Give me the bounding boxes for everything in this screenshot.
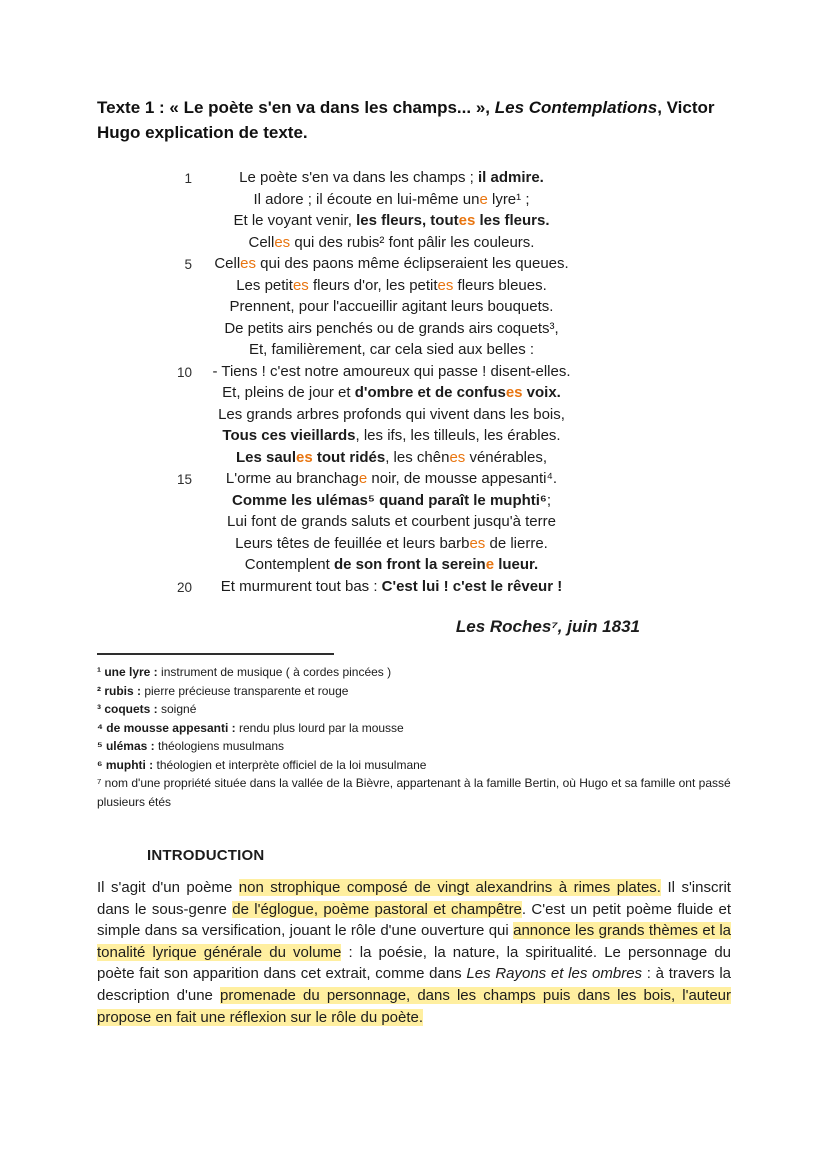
poem-line xyxy=(97,447,686,469)
text-segment: voix. xyxy=(522,384,561,401)
text-segment: es xyxy=(458,212,476,229)
text-segment: Leurs têtes de feuillée et leurs barb xyxy=(235,534,470,552)
introduction-heading: INTRODUCTION xyxy=(147,847,265,864)
footnote xyxy=(97,663,731,682)
text-segment: Lui font de grands saluts et courbent jusqu'à terre xyxy=(227,513,556,530)
text-segment: lueur. xyxy=(494,556,539,573)
text-segment: instrument de musique ( à cordes pincées ) xyxy=(157,665,392,679)
text-segment: C'est lui ! c'est le rêveur ! xyxy=(381,577,563,595)
text-segment: qui des paons même éclipseraient les queues. xyxy=(256,255,569,272)
poem-line xyxy=(97,210,686,232)
poem-line xyxy=(97,404,686,426)
poem-line xyxy=(97,468,686,490)
poem-line xyxy=(97,576,686,598)
footnote xyxy=(97,737,731,756)
poem-line-text xyxy=(230,298,554,315)
text-segment: Et, familièrement, car cela sied aux belles : xyxy=(248,341,535,358)
text-segment: pierre précieuse transparente et rouge xyxy=(141,683,349,698)
poem-line xyxy=(97,253,686,275)
text-segment: de l'églogue, poème pastoral et champêtre xyxy=(232,900,522,918)
text-segment: de son front la serein xyxy=(333,556,486,573)
poem-line-text xyxy=(249,234,535,251)
poem-line xyxy=(97,232,686,254)
poem-line-text xyxy=(212,363,570,380)
text-segment: Tous ces vieillards xyxy=(222,427,356,444)
poem-line-text xyxy=(245,556,538,573)
introduction-paragraph xyxy=(97,877,731,1028)
text-segment: promenade du personnage, dans les champs puis dans les bois, l'auteur propose en fait une réflexion sur le rôle du poète. xyxy=(97,986,731,1026)
poem-line-text xyxy=(226,470,557,487)
text-segment: ⁵ ulémas : xyxy=(97,739,155,753)
poem-line xyxy=(97,361,686,383)
poem-line-text xyxy=(235,535,548,552)
poem-line-text xyxy=(224,320,558,337)
poem-line xyxy=(97,189,686,211)
text-segment: il admire. xyxy=(477,169,544,186)
text-segment: Cell xyxy=(248,233,275,251)
footnote xyxy=(97,774,731,811)
poem-line-text xyxy=(222,384,561,401)
text-segment: d'ombre et de confus xyxy=(354,384,506,401)
text-segment: es xyxy=(437,276,454,294)
poem-line-text xyxy=(234,212,550,229)
text-segment: Le poète s'en va dans les champs ; xyxy=(239,169,478,186)
text-segment: , les chên xyxy=(385,448,450,466)
text-segment: ¹ une lyre : xyxy=(97,665,158,679)
text-segment: L'orme au branchag xyxy=(225,470,359,487)
poem-line xyxy=(97,339,686,361)
text-segment: Les saul xyxy=(235,448,297,466)
text-segment: lyre¹ ; xyxy=(487,190,530,208)
text-segment: Il s'inscrit dans le sous-genre xyxy=(97,879,731,918)
text-segment: vénérables, xyxy=(465,448,547,466)
text-segment: ; xyxy=(546,491,552,509)
text-segment: ³ coquets : xyxy=(97,702,158,716)
text-segment: ⁶ muphti : xyxy=(97,757,154,772)
text-segment: théologiens musulmans xyxy=(154,739,285,753)
poem-line xyxy=(97,275,686,297)
text-segment: Les Rayons et les ombres xyxy=(466,965,643,983)
text-segment: noir, de mousse appesanti⁴. xyxy=(367,470,558,487)
text-segment: e xyxy=(479,190,488,208)
text-segment: Il s'agit d'un poème xyxy=(97,879,239,896)
text-segment: Il adore ; il écoute en lui-même un xyxy=(253,190,480,208)
text-segment: annonce les grands thèmes et la tonalité lyrique générale du volume xyxy=(97,922,731,961)
line-number: 1 xyxy=(184,171,192,186)
text-segment: Les Contemplations xyxy=(494,98,658,117)
poem-line-text xyxy=(221,578,562,595)
text-segment: Les Roches⁷, juin 1831 xyxy=(455,617,640,636)
text-segment: tout ridés xyxy=(312,448,386,466)
poem-line xyxy=(97,533,686,555)
poem-line-text xyxy=(236,449,547,466)
text-segment: es xyxy=(469,534,486,552)
text-segment: Texte 1 : « Le poète s'en va dans les champs... », xyxy=(97,98,495,117)
text-segment: : la poésie, la nature, la spiritualité. Le personnage du poète fait son apparition dans cet extrait, comme dans xyxy=(97,943,732,983)
poem-line xyxy=(97,382,686,404)
text-segment: soigné xyxy=(157,702,197,716)
text-segment: e xyxy=(358,470,368,487)
text-segment: es xyxy=(240,255,256,272)
poem-line-text xyxy=(254,191,530,208)
footnote xyxy=(97,682,731,701)
poem-line-text xyxy=(232,492,551,509)
footnote xyxy=(97,700,731,719)
poem-line xyxy=(97,167,686,189)
poem-line xyxy=(97,425,686,447)
text-segment: es xyxy=(449,448,466,466)
text-segment: es xyxy=(505,384,523,401)
text-segment: ⁴ de mousse appesanti : xyxy=(97,720,236,735)
text-segment: théologien et interprète officiel de la loi musulmane xyxy=(153,757,427,772)
text-segment: Et murmurent tout bas : xyxy=(220,577,382,595)
document-title xyxy=(97,95,731,145)
text-segment: de lierre. xyxy=(485,534,548,552)
poem-line-text xyxy=(214,255,568,272)
text-segment: ² rubis : xyxy=(97,683,141,698)
text-segment: Comme les ulémas⁵ quand paraît le muphti⁶ xyxy=(231,491,547,509)
poem-line-text xyxy=(239,169,544,186)
text-segment: les fleurs, tout xyxy=(356,212,459,229)
text-segment: Contemplent xyxy=(244,556,334,573)
text-segment: . C'est un petit poème fluide et simple dans sa versification, jouant le rôle d'une ouverture qui xyxy=(97,900,731,940)
footnote xyxy=(97,719,731,738)
footnote xyxy=(97,756,731,775)
poem-line xyxy=(97,554,686,576)
poem-line-text xyxy=(227,513,556,530)
line-number: 10 xyxy=(176,364,192,380)
text-segment: es xyxy=(296,448,313,466)
poem-line-text xyxy=(218,406,565,423)
text-segment: Et, pleins de jour et xyxy=(222,384,355,401)
poem-line-text xyxy=(236,277,547,294)
text-segment: les fleurs. xyxy=(475,212,550,229)
poem xyxy=(97,167,731,597)
text-segment: Les grands arbres profonds qui vivent dans les bois, xyxy=(218,405,565,423)
text-segment: ⁷ nom d'une propriété située dans la vallée de la Bièvre, appartenant à la famille Bertin, où Hugo et sa famille ont passé plusieurs étés xyxy=(97,776,731,809)
text-segment: , Victor Hugo explication de texte. xyxy=(97,98,715,142)
text-segment: , les ifs, les tilleuls, les érables. xyxy=(355,427,561,444)
text-segment: qui des rubis² font pâlir les couleurs. xyxy=(290,233,535,251)
footnotes xyxy=(97,655,731,811)
text-segment: es xyxy=(274,233,291,251)
text-segment: Prennent, pour l'accueillir agitant leurs bouquets. xyxy=(229,298,554,315)
line-number: 20 xyxy=(176,579,192,595)
poem-signature xyxy=(97,617,731,637)
poem-line xyxy=(97,318,686,340)
text-segment: fleurs d'or, les petit xyxy=(308,276,438,294)
text-segment: fleurs bleues. xyxy=(453,276,547,294)
text-segment: : à travers la description d'une xyxy=(97,965,731,1004)
text-segment: Cell xyxy=(214,255,241,272)
poem-line xyxy=(97,511,686,533)
text-segment: - Tiens ! c'est notre amoureux qui passe ! disent-elles. xyxy=(212,362,571,380)
line-number: 15 xyxy=(176,472,192,487)
text-segment: De petits airs penchés ou de grands airs coquets³, xyxy=(224,319,559,337)
text-segment: Et le voyant venir, xyxy=(233,212,357,229)
text-segment: rendu plus lourd par la mousse xyxy=(235,720,404,735)
text-segment: e xyxy=(485,556,495,573)
line-number: 5 xyxy=(184,257,192,272)
text-segment: es xyxy=(292,276,309,294)
poem-line xyxy=(97,490,686,512)
text-segment: Les petit xyxy=(236,276,293,294)
poem-line xyxy=(97,296,686,318)
poem-line-text xyxy=(249,341,534,358)
poem-line-text xyxy=(222,427,560,444)
text-segment: non strophique composé de vingt alexandrins à rimes plates. xyxy=(238,879,661,896)
